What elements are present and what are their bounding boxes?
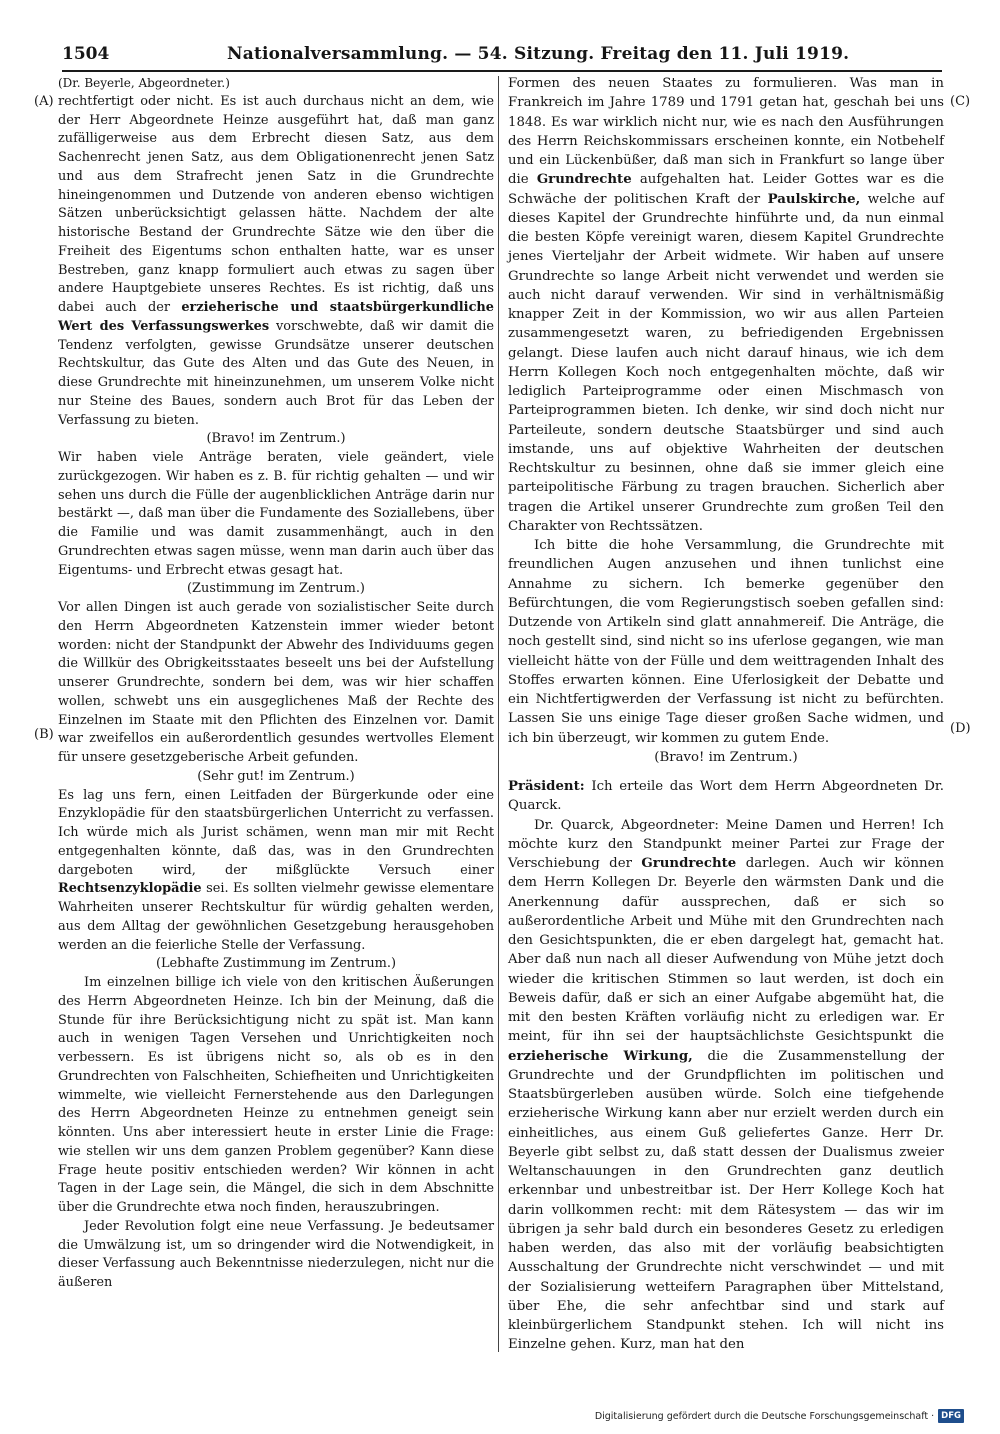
text-run: Formen des neuen Staates zu formulieren. Was man in Frankreich im Jahre 1789 und 1791 getan hat, geschah bei uns 1848. Es war wirklich nicht nur, wie es nach den Ausführungen des Herrn Reichskommissars erscheinen konnte, ein Notbehelf und ein Lückenbüßer, daß man sich in Frankfurt so lange über die xyxy=(508,76,944,188)
running-title: Nationalversammlung. — 54. Sitzung. Freitag den 11. Juli 1919. xyxy=(227,44,850,64)
margin-marker-c: (C) xyxy=(950,94,971,109)
footer-credit xyxy=(595,1408,964,1424)
interjection: (Bravo! im Zentrum.) xyxy=(206,431,346,447)
paragraph: Im einzelnen billige ich viele von den kritischen Äußerungen des Herrn Abgeordneten Heinze. Ich bin der Meinung, daß die Stunde für ihre Berücksichtigung nicht zu spät ist. Man kann auch in wenigen Tagen Versehen und Unrichtigkeiten noch verbessern. Es ist übrigens nicht so, als ob es in den Grundrechten von Falschheiten, Schiefheiten und Unrichtigkeiten wimmelte, wie vielleicht Fernerstehende aus den Darlegungen des Herrn Abgeordneten Heinze zu entnehmen geneigt sein könnten. Uns aber interessiert heute in erster Linie die Frage: wie stellen wir uns dem ganzen Problem gegenüber? Kann diese Frage heute positiv entschieden werden? Wir können in acht Tagen in der Lage sein, die Mängel, die sich in dem Abschnitte über die Grundrechte etwa noch finden, herauszubringen. xyxy=(58,975,494,1215)
interjection: (Lebhafte Zustimmung im Zentrum.) xyxy=(155,956,397,972)
speaker-label: Präsident: xyxy=(508,779,585,794)
paragraph xyxy=(508,816,944,1355)
left-column xyxy=(58,74,494,1293)
interjection: (Zustimmung im Zentrum.) xyxy=(187,581,365,597)
paragraph xyxy=(58,93,494,431)
text-run: Ich erteile das Wort dem Herrn Abgeordneten Dr. Quarck. xyxy=(508,779,944,814)
paragraph: Vor allen Dingen ist auch gerade von sozialistischer Seite durch den Herrn Abgeordneten Katzenstein immer wieder betont worden: nicht der Standpunkt der Abwehr des Individuums gegen die Willkür des Obrigkeitsstaates beseelt uns bei der Aufstellung unserer Grundrechte, sondern bei dem, was wir hier schaffen wollen, schwebt uns ein ausgeglichenes Maß der Rechte des Einzelnen im Staate mit den Pflichten des Einzelnen vor. Damit war zweifellos ein außerordentlich gesundes wertvolles Element für unsere gesetzgeberische Arbeit gefunden. xyxy=(58,600,494,765)
text-run: darlegen. Auch wir können dem Herrn Kollegen Dr. Beyerle den wärmsten Dank und die Anerkennung dafür aussprechen, daß er sich so außerordentliche Arbeit und Mühe mit den Grundrechten nach den Gesichtspunkten, die er eben dargelegt hat, gemacht hat. Aber daß nun nach all dieser Aufwendung von Mühe jetzt doch wieder die kritischen Stimmen so laut werden, ist doch ein Beweis dafür, daß er sich an einer Aufgabe abgemüht hat, die mit den besten Kräften vorläufig nicht zu erledigen war. Er meint, für ihn sei der hauptsächlichste Gesichtspunkt die xyxy=(508,856,945,1045)
interjection: (Bravo! im Zentrum.) xyxy=(654,749,798,765)
paragraph: Wir haben viele Anträge beraten, viele geändert, viele zurückgezogen. Wir haben es z. B. für richtig gehalten — und wir sehen uns durch die Fülle der augenblicklichen Anträge darin nur bestärkt —, daß man über die Fundamente des Soziallebens, über die Familie und was damit zusammenhängt, auch in den Grundrechten etwas sagen müsse, wenn man darin auch über das Eigentums- und Erbrecht etwas gesagt hat. xyxy=(58,450,494,578)
text-run: rechtfertigt oder nicht. Es ist auch durchaus nicht an dem, wie der Herr Abgeordnete Heinze ausgeführt hat, daß man ganz zufälligerweise aus dem Erbrecht diesen Satz, aus dem Sachenrecht jenen Satz, aus dem Obligationenrecht jenen Satz und aus dem Strafrecht jenen Satz in die Grundrechte hineingenommen und Dutzende von anderen ebenso wichtigen Sätzen unberücksichtigt gelassen hätte. Nachdem der alte historische Bestand der Grundrechte Sätze wie den über die Freiheit des Eigentums schon enthalten hatte, war es unser Bestreben, ganz knapp formuliert auch etwas zu sagen über andere Hauptgebiete unseres Rechtes. Es ist richtig, daß uns dabei auch der xyxy=(58,93,494,315)
emphasis: Grundrechte xyxy=(641,856,737,871)
emphasis: Rechtsenzyklopädie xyxy=(58,881,202,897)
paragraph xyxy=(58,787,494,956)
text-run: Es lag uns fern, einen Leitfaden der Bürgerkunde oder eine Enzyklopädie für den staatsbürgerlichen Unterricht zu verfassen. Ich würde mich als Jurist schämen, wenn man mir mit Recht entgegenhalten könnte, daß das, was in den Grundrechten dargeboten wird, der mißglückte Versuch einer xyxy=(58,787,494,878)
page-number: 1504 xyxy=(62,44,110,64)
dfg-logo: DFG xyxy=(938,1409,964,1423)
emphasis: Paulskirche, xyxy=(767,191,861,207)
text-run: sei. Es sollten vielmehr gewisse elementare Wahrheiten unserer Rechtskultur für würdig gehalten werden, aus dem Alltag der gewöhnlichen Gesetzgebung herausgehoben werden an die feierliche Stelle der Verfassung. xyxy=(58,881,494,953)
paragraph xyxy=(508,74,944,536)
margin-marker-d: (D) xyxy=(950,721,971,736)
page-header xyxy=(62,40,942,72)
interjection: (Sehr gut! im Zentrum.) xyxy=(197,768,355,784)
text-run: Dr. Quarck, Abgeordneter: Meine Damen und Herren! Ich möchte kurz den Standpunkt meiner Partei zur Frage der Verschiebung der xyxy=(508,817,944,871)
margin-marker-a: (A) xyxy=(34,94,54,109)
text-run: welche auf dieses Kapitel der Grundrechte hinführte und, da nun einmal die besten Köpfe vereinigt waren, diesem Kapitel Grundrechte jenes Vierteljahr der Arbeit widmete. Wir haben auf unsere Grundrechte so lange Arbeit nicht verwendet und werden sie auch nicht darauf verwenden. Wir sind in verhältnismäßig knapper Zeit in der Kommission, wo wir aus allen Parteien zusammengesetzt waren, zu befriedigenden Ergebnissen gelangt. Diese laufen auch nicht darauf hinaus, wie ich dem Herrn Kollegen Koch noch entgegenhalten möchte, daß wir lediglich Parteiprogramme oder einen Mischmasch von Parteiprogrammen bieten. Ich denke, wir sind doch nicht nur Parteileute, sondern deutsche Staatsbürger und sind auch imstande, uns auf objektive Wahrheiten der deutschen Rechtskultur zu besinnen, ohne daß sie immer gleich eine parteipolitische Färbung zu tragen brauchen. Sicherlich aber tragen die Artikel unserer Grundrechte zum großen Teil den Charakter von Rechtssätzen. xyxy=(508,191,945,534)
footer-text: Digitalisierung gefördert durch die Deutsche Forschungsgemeinschaft · xyxy=(594,1410,935,1422)
emphasis: Grundrechte xyxy=(536,172,632,188)
speaker-reference: (Dr. Beyerle, Abgeordneter.) xyxy=(58,76,230,90)
right-column xyxy=(508,74,944,1355)
emphasis: erzieherische und staatsbürgerkundliche Wert des Verfassungswerkes xyxy=(58,300,494,334)
text-run: die die Zusammenstellung der Grundrechte und der Grundpflichten im politischen und Staatsbürgerleben ausüben würde. Solch eine tiefgehende erzieherische Wirkung kann aber nur erzielt werden durch ein einheitliches, aus einem Guß geliefertes Ganze. Herr Dr. Beyerle gibt selbst zu, daß statt dessen der Dualismus zweier Weltanschauungen in den Grundrechten ganz deutlich erkennbar und unbestreitbar ist. Der Herr Kollege Koch hat darin vollkommen recht: mit dem Rätesystem — das wir im übrigen ja sehr bald durch ein besonderes Gesetz zu erledigen haben werden, das also mit der vorläufig beabsichtigten Ausschaltung der Grundrechte nicht verschwindet — und mit der Sozialisierung wetteifern Paragraphen über Mittelstand, über Ehe, die sehr anfechtbar sind und stark auf kleinbürgerlichem Standpunkt stehen. Ich will nicht ins Einzelne gehen. Kurz, man hat den xyxy=(508,1048,944,1353)
text-run: vorschwebte, daß wir damit die Tendenz verfolgten, gewisse Grundsätze unserer deutschen Rechtskultur, das Gute des Alten und das Gute des Neuen, in diese Grundrechte mit hineinzunehmen, um unserem Volke nicht nur Steine des Baues, sondern auch Brot für das Leben der Verfassung zu bieten. xyxy=(58,318,495,428)
emphasis: erzieherische Wirkung, xyxy=(508,1048,693,1064)
column-divider xyxy=(498,76,499,1352)
margin-marker-b: (B) xyxy=(34,727,54,742)
text-run: aufgehalten hat. Leider Gottes war es die Schwäche der politischen Kraft der xyxy=(508,172,944,207)
president-statement xyxy=(508,777,944,816)
paragraph: Jeder Revolution folgt eine neue Verfassung. Je bedeutsamer die Umwälzung ist, um so dringender wird die Notwendigkeit, in dieser Verfassung auch Bekenntnisse niederzulegen, nicht nur die äußeren xyxy=(58,1218,494,1290)
paragraph: Ich bitte die hohe Versammlung, die Grundrechte mit freundlichen Augen anzusehen und ihnen tunlichst eine Annahme zu sichern. Ich bemerke gegenüber den Befürchtungen, die vom Regierungstisch soeben gefallen sind: Dutzende von Artikeln sind glatt annahmereif. Die Anträge, die noch gestellt sind, sind nicht so ins uferlose gegangen, wie man vielleicht hätte von der Fülle und dem weittragenden Inhalt des Stoffes erwarten können. Eine Uferlosigkeit der Debatte und ein Nichtfertigwerden der Verfassung ist nicht zu befürchten. Lassen Sie uns einige Tage dieser großen Sache widmen, und ich bin überzeugt, wir kommen zu gutem Ende. xyxy=(508,538,944,746)
